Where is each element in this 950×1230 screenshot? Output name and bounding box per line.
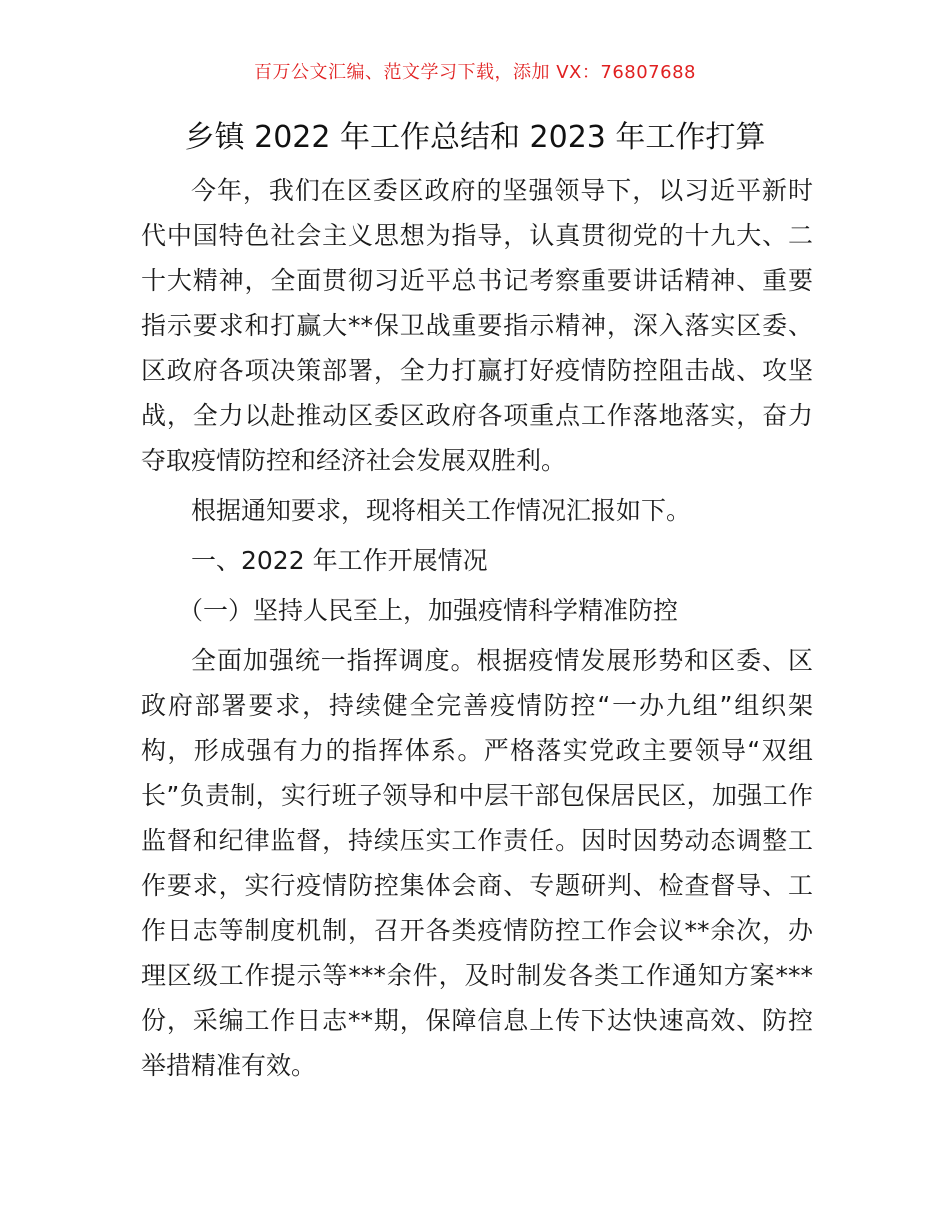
report-intro-paragraph: 根据通知要求，现将相关工作情况汇报如下。: [191, 496, 692, 525]
section-heading: 一、2022 年工作开展情况: [191, 546, 488, 575]
body-paragraph: 全面加强统一指挥调度。根据疫情发展形势和区委、区政府部署要求，持续健全完善疫情防控“一办九组”组织架构，形成强有力的指挥体系。严格落实党政主要领导“双组长”负责制，实行班子领导和中层干部包保居民区，加强工作监督和纪律监督，持续压实工作责任。因时因势动态调整工作要求，实行疫情防控集体会商、专题研判、检查督导、工作日志等制度机制，召开各类疫情防控工作会议**余次，办理区级工作提示等***余件，及时制发各类工作通知方案***份，采编工作日志**期，保障信息上传下达快速高效、防控举措精准有效。: [141, 646, 813, 1080]
subsection-heading: （一）坚持人民至上，加强疫情科学精准防控: [178, 596, 679, 625]
document-title: 乡镇 2022 年工作总结和 2023 年工作打算: [184, 120, 766, 155]
watermark-banner: 百万公文汇编、范文学习下载，添加 VX：76807688: [254, 62, 696, 83]
document-body: [141, 168, 813, 1093]
intro-paragraph: 今年，我们在区委区政府的坚强领导下，以习近平新时代中国特色社会主义思想为指导，认真贯彻党的十九大、二十大精神，全面贯彻习近平总书记考察重要讲话精神、重要指示要求和打赢大**保卫战重要指示精神，深入落实区委、区政府各项决策部署，全力打赢打好疫情防控阻击战、攻坚战，全力以赴推动区委区政府各项重点工作落地落实，奋力夺取疫情防控和经济社会发展双胜利。: [141, 176, 813, 475]
